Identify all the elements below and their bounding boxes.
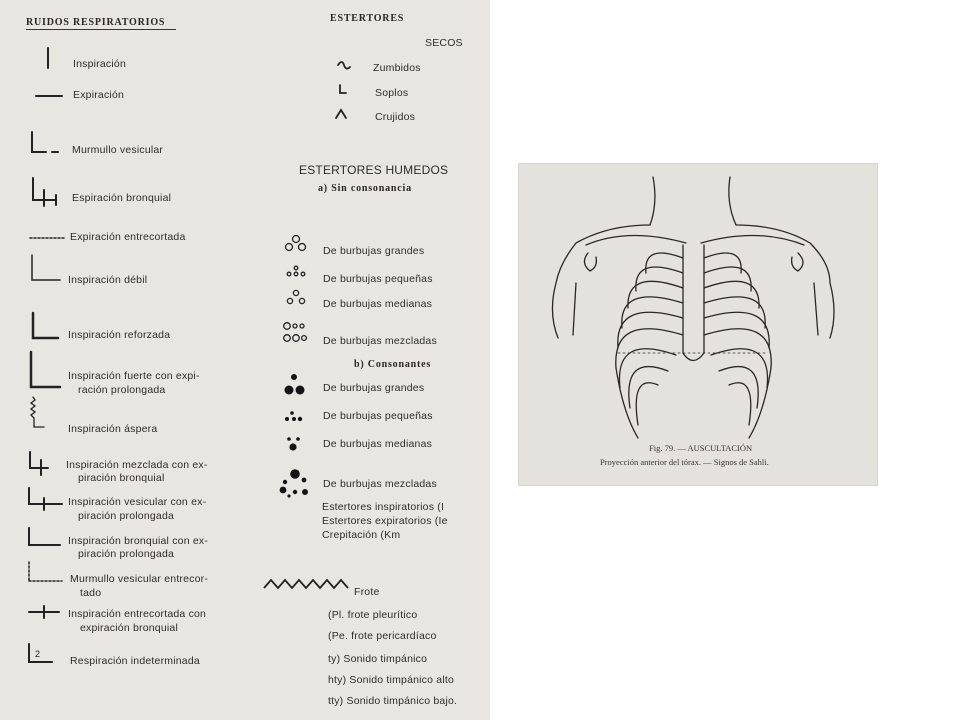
label-frote-pleuritico: (Pl. frote pleurítico <box>328 609 418 621</box>
label-frote: Frote <box>354 586 380 598</box>
label-inspiracion-bronquial-cont: piración prolongada <box>78 548 175 560</box>
label-expiracion-entrecortada: Expiración entrecortada <box>70 231 186 243</box>
label-con-mezcladas: De burbujas mezcladas <box>323 478 437 490</box>
thorax-figure <box>518 163 878 486</box>
label-zumbidos: Zumbidos <box>373 62 421 74</box>
label-sin-grandes: De burbujas grandes <box>323 245 425 257</box>
label-murmullo-entrecortado-cont: tado <box>80 587 102 599</box>
label-crujidos: Crujidos <box>375 111 416 123</box>
label-sin-medianas: De burbujas medianas <box>323 298 433 310</box>
label-respiracion-indeterminada: Respiración indeterminada <box>70 655 200 667</box>
label-estertores-expiratorios: Estertores expiratorios (Ie <box>322 515 448 527</box>
svg-text:2: 2 <box>35 649 41 659</box>
label-con-grandes: De burbujas grandes <box>323 382 425 394</box>
label-inspiracion-aspera: Inspiración áspera <box>68 423 158 435</box>
label-inspiracion-vesicular: Inspiración vesicular con ex- <box>68 496 207 508</box>
label-inspiracion-fuerte: Inspiración fuerte con expi- <box>68 370 200 382</box>
label-secos: SECOS <box>425 37 463 49</box>
label-inspiracion-entrecortada: Inspiración entrecortada con <box>68 608 207 620</box>
label-inspiracion-mezclada-cont: piración bronquial <box>78 472 165 484</box>
label-estertores-inspiratorios: Estertores inspiratorios (I <box>322 501 445 513</box>
label-inspiracion-vesicular-cont: piración prolongada <box>78 510 175 522</box>
label-con-medianas: De burbujas medianas <box>323 438 433 450</box>
heading-sin-consonancia: a) Sin consonancia <box>318 183 412 194</box>
label-inspiracion-mezclada: Inspiración mezclada con ex- <box>66 459 208 471</box>
figure-caption-title: Fig. 79. — AUSCULTACIÓN <box>649 443 753 453</box>
label-sin-mezcladas: De burbujas mezcladas <box>323 335 437 347</box>
label-inspiracion-reforzada: Inspiración reforzada <box>68 329 171 341</box>
label-expiracion: Expiración <box>73 89 125 101</box>
label-murmullo-vesicular: Murmullo vesicular <box>72 144 164 156</box>
label-inspiracion-entrecortada-cont: expiración bronquial <box>80 622 178 634</box>
label-sonido-timpanico-alto: hty) Sonido timpánico alto <box>328 674 455 686</box>
figure-caption-subtitle: Proyección anterior del tórax. — Signos de Sahli. <box>600 457 769 467</box>
label-sonido-timpanico: ty) Sonido timpánico <box>328 653 428 665</box>
label-murmullo-entrecortado: Murmullo vesicular entrecor- <box>70 573 209 585</box>
label-inspiracion-fuerte-cont: ración prolongada <box>78 384 166 396</box>
heading-estertores: ESTERTORES <box>330 13 405 24</box>
bubble-symbols <box>278 230 314 510</box>
frote-zigzag-symbol <box>262 576 352 596</box>
heading-estertores-humedos: ESTERTORES HUMEDOS <box>299 163 449 177</box>
label-inspiracion-bronquial: Inspiración bronquial con ex- <box>68 535 209 547</box>
label-soplos: Soplos <box>375 87 409 99</box>
heading-ruidos-respiratorios: RUIDOS RESPIRATORIOS <box>26 17 166 28</box>
label-sonido-timpanico-bajo: tty) Sonido timpánico bajo. <box>328 695 458 707</box>
auscultation-symbols-column <box>22 40 72 680</box>
heading-underline <box>26 29 176 30</box>
label-frote-pericardiaco: (Pe. frote pericardíaco <box>328 630 437 642</box>
label-crepitacion: Crepitación (Km <box>322 529 401 541</box>
label-espiracion-bronquial: Espiración bronquial <box>72 192 172 204</box>
secos-symbols <box>330 55 360 125</box>
label-inspiracion-debil: Inspiración débil <box>68 274 148 286</box>
label-sin-pequenas: De burbujas pequeñas <box>323 273 433 285</box>
heading-consonantes: b) Consonantes <box>354 359 432 370</box>
thorax-illustration <box>518 163 878 486</box>
label-con-pequenas: De burbujas pequeñas <box>323 410 433 422</box>
label-inspiracion: Inspiración <box>73 58 126 70</box>
